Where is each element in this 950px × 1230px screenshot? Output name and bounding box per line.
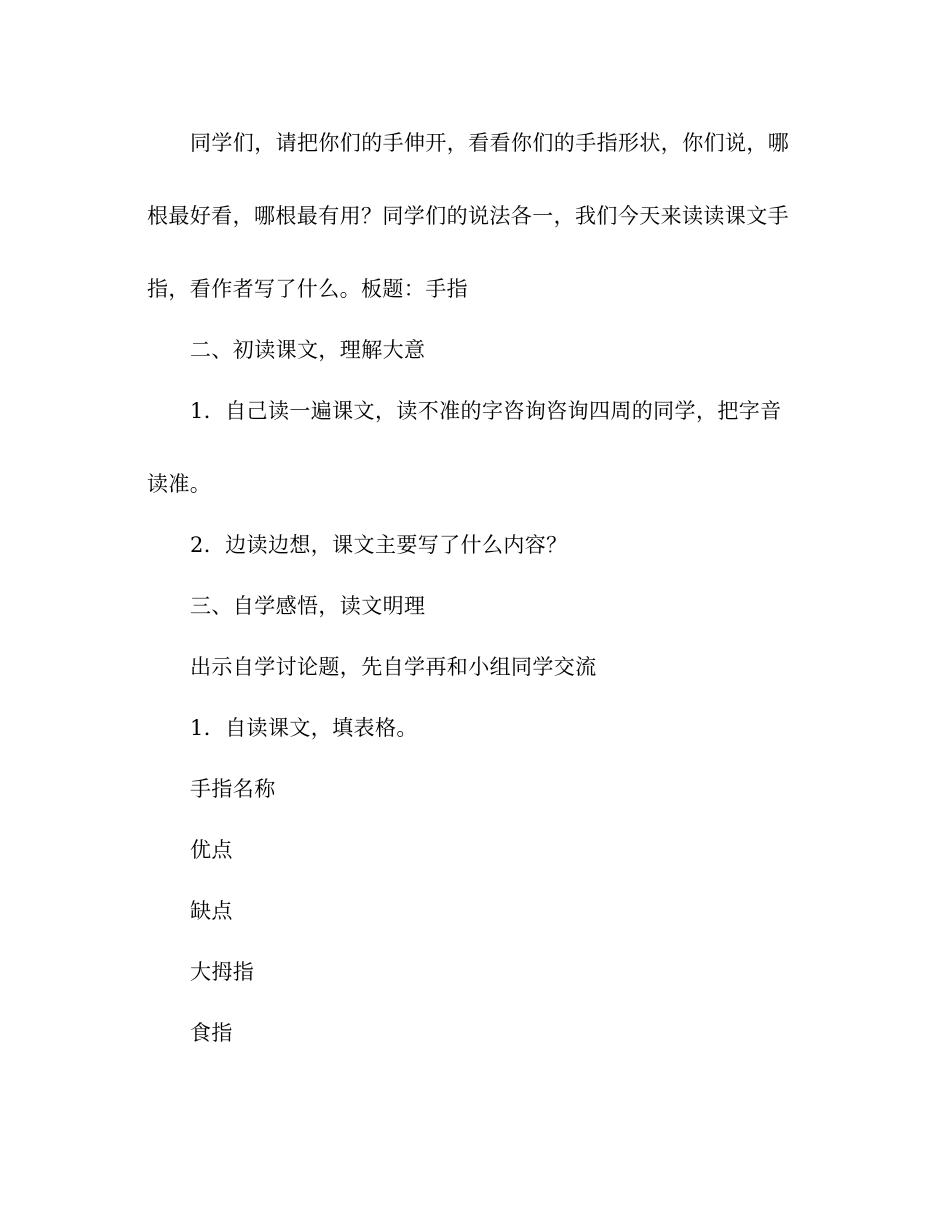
step-1-line-2: 读准。 <box>147 472 212 496</box>
task-intro: 出示自学讨论题，先自学再和小组同学交流 <box>190 655 597 679</box>
table-item-finger-name: 手指名称 <box>190 777 276 801</box>
section-heading-2: 二、初读课文，理解大意 <box>190 338 426 362</box>
step-2: 2．边读边想，课文主要写了什么内容？ <box>190 533 568 557</box>
table-item-thumb: 大拇指 <box>190 960 255 984</box>
intro-paragraph-line-3: 指，看作者写了什么。板题：手指 <box>147 277 468 301</box>
section-heading-3: 三、自学感悟，读文明理 <box>190 594 426 618</box>
task-1: 1．自读课文，填表格。 <box>190 716 418 740</box>
table-item-advantage: 优点 <box>190 838 233 862</box>
intro-paragraph-line-2: 根最好看，哪根最有用？同学们的说法各一，我们今天来读读课文手 <box>147 204 789 228</box>
intro-paragraph-line-1: 同学们，请把你们的手伸开，看看你们的手指形状，你们说，哪 <box>190 131 790 155</box>
step-1-line-1: 1．自己读一遍课文，读不准的字咨询咨询四周的同学，把字音 <box>190 399 782 423</box>
table-item-disadvantage: 缺点 <box>190 899 233 923</box>
table-item-index-finger: 食指 <box>190 1021 233 1045</box>
